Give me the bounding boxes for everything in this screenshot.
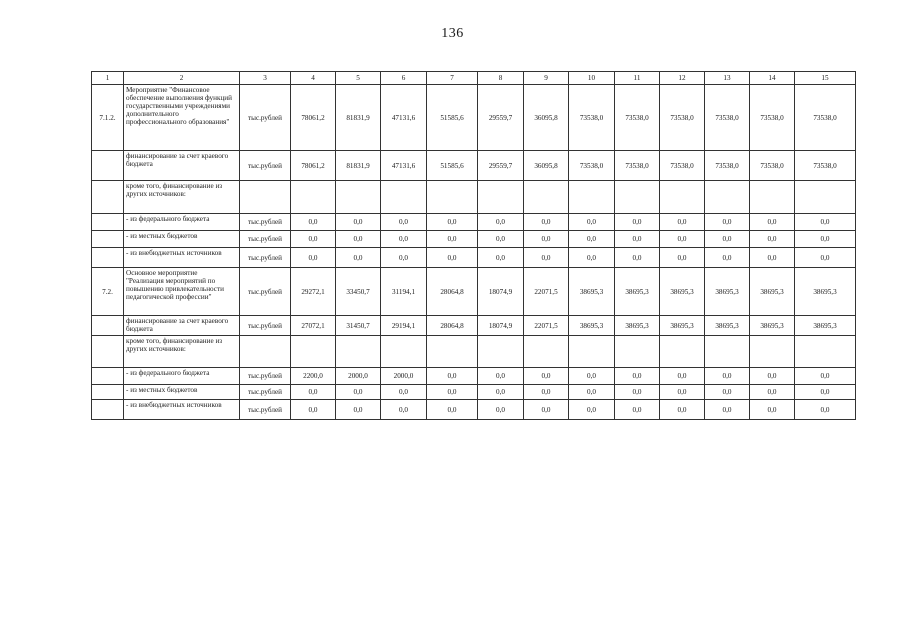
value-cell: 38695,3: [569, 268, 615, 316]
unit-cell: [240, 336, 291, 368]
value-cell: 0,0: [291, 400, 336, 420]
value-cell: 27072,1: [291, 316, 336, 336]
value-cell: 51585,6: [427, 85, 478, 151]
value-cell: 29559,7: [478, 85, 524, 151]
value-cell: 0,0: [291, 231, 336, 248]
value-cell: 0,0: [795, 214, 856, 231]
value-cell: [705, 181, 750, 214]
column-header: 1: [92, 72, 124, 85]
value-cell: 0,0: [660, 385, 705, 400]
value-cell: 0,0: [569, 214, 615, 231]
value-cell: 38695,3: [795, 316, 856, 336]
value-cell: 0,0: [427, 231, 478, 248]
value-cell: 0,0: [615, 231, 660, 248]
value-cell: 0,0: [381, 214, 427, 231]
value-cell: 0,0: [524, 385, 569, 400]
row-name-cell: - из местных бюджетов: [124, 231, 240, 248]
value-cell: 2200,0: [291, 368, 336, 385]
value-cell: 0,0: [569, 368, 615, 385]
value-cell: [427, 181, 478, 214]
value-cell: 73538,0: [750, 151, 795, 181]
value-cell: 29559,7: [478, 151, 524, 181]
value-cell: 0,0: [427, 368, 478, 385]
value-cell: 73538,0: [569, 151, 615, 181]
value-cell: 0,0: [524, 248, 569, 268]
value-cell: 0,0: [615, 214, 660, 231]
value-cell: 0,0: [381, 385, 427, 400]
value-cell: 0,0: [381, 231, 427, 248]
column-header: 14: [750, 72, 795, 85]
row-name-cell: финансирование за счет краевого бюджета: [124, 316, 240, 336]
row-code-cell: [92, 400, 124, 420]
value-cell: 36095,8: [524, 151, 569, 181]
value-cell: 38695,3: [569, 316, 615, 336]
value-cell: [291, 181, 336, 214]
column-header: 11: [615, 72, 660, 85]
row-name-cell: - из местных бюджетов: [124, 385, 240, 400]
row-code-cell: 7.1.2.: [92, 85, 124, 151]
value-cell: 73538,0: [615, 85, 660, 151]
column-header: 9: [524, 72, 569, 85]
unit-cell: тыс.рублей: [240, 400, 291, 420]
value-cell: [795, 336, 856, 368]
page-number: 136: [441, 26, 464, 41]
value-cell: 0,0: [478, 214, 524, 231]
table-row: [92, 400, 856, 420]
value-cell: 0,0: [427, 248, 478, 268]
value-cell: 0,0: [660, 214, 705, 231]
value-cell: 0,0: [336, 400, 381, 420]
value-cell: 0,0: [569, 231, 615, 248]
value-cell: 18074,9: [478, 268, 524, 316]
row-name-cell: - из внебюджетных источников: [124, 400, 240, 420]
value-cell: 47131,6: [381, 151, 427, 181]
value-cell: 78061,2: [291, 151, 336, 181]
value-cell: 0,0: [750, 231, 795, 248]
row-name-cell: - из федерального бюджета: [124, 214, 240, 231]
table-row: [92, 368, 856, 385]
value-cell: 0,0: [381, 248, 427, 268]
value-cell: 0,0: [795, 248, 856, 268]
value-cell: 73538,0: [795, 151, 856, 181]
value-cell: 0,0: [795, 385, 856, 400]
value-cell: 38695,3: [615, 268, 660, 316]
table-row: [92, 85, 856, 151]
value-cell: 0,0: [750, 368, 795, 385]
row-name-cell: кроме того, финансирование из других источников:: [124, 336, 240, 368]
value-cell: [427, 336, 478, 368]
value-cell: 29194,1: [381, 316, 427, 336]
value-cell: 2000,0: [336, 368, 381, 385]
value-cell: [569, 181, 615, 214]
value-cell: [381, 181, 427, 214]
value-cell: [750, 181, 795, 214]
value-cell: 73538,0: [660, 151, 705, 181]
value-cell: [660, 336, 705, 368]
value-cell: 73538,0: [705, 85, 750, 151]
value-cell: 38695,3: [705, 268, 750, 316]
value-cell: 0,0: [427, 385, 478, 400]
row-name-cell: Основное мероприятие "Реализация мероприятий по повышению привлекательности педагогической профессии": [124, 268, 240, 316]
value-cell: 0,0: [427, 400, 478, 420]
value-cell: 38695,3: [750, 316, 795, 336]
value-cell: 22071,5: [524, 268, 569, 316]
value-cell: 0,0: [524, 214, 569, 231]
value-cell: 0,0: [660, 231, 705, 248]
value-cell: 38695,3: [795, 268, 856, 316]
value-cell: 0,0: [660, 368, 705, 385]
value-cell: 0,0: [336, 214, 381, 231]
value-cell: 78061,2: [291, 85, 336, 151]
row-name-cell: Мероприятие "Финансовое обеспечение выполнения функций государственными учреждениями дополнительного профессионального образования": [124, 85, 240, 151]
table-row: [92, 385, 856, 400]
column-header: 12: [660, 72, 705, 85]
value-cell: 0,0: [615, 385, 660, 400]
value-cell: 73538,0: [705, 151, 750, 181]
row-code-cell: [92, 385, 124, 400]
value-cell: 81831,9: [336, 85, 381, 151]
value-cell: 73538,0: [660, 85, 705, 151]
unit-cell: тыс.рублей: [240, 368, 291, 385]
value-cell: 0,0: [750, 385, 795, 400]
value-cell: 0,0: [524, 400, 569, 420]
row-code-cell: [92, 248, 124, 268]
value-cell: 28064,8: [427, 268, 478, 316]
value-cell: 38695,3: [750, 268, 795, 316]
value-cell: 0,0: [478, 248, 524, 268]
value-cell: [524, 336, 569, 368]
value-cell: 0,0: [569, 385, 615, 400]
value-cell: 0,0: [705, 400, 750, 420]
table-row: [92, 316, 856, 336]
value-cell: 29272,1: [291, 268, 336, 316]
unit-cell: тыс.рублей: [240, 214, 291, 231]
value-cell: 22071,5: [524, 316, 569, 336]
column-header: 3: [240, 72, 291, 85]
row-code-cell: [92, 231, 124, 248]
column-header: 10: [569, 72, 615, 85]
value-cell: 0,0: [750, 248, 795, 268]
row-code-cell: [92, 316, 124, 336]
value-cell: [795, 181, 856, 214]
value-cell: 0,0: [705, 214, 750, 231]
value-cell: 33450,7: [336, 268, 381, 316]
value-cell: 0,0: [795, 400, 856, 420]
unit-cell: тыс.рублей: [240, 268, 291, 316]
value-cell: 0,0: [524, 231, 569, 248]
financing-table: [91, 71, 856, 420]
value-cell: 38695,3: [615, 316, 660, 336]
unit-cell: тыс.рублей: [240, 231, 291, 248]
column-header: 6: [381, 72, 427, 85]
table-row: [92, 336, 856, 368]
value-cell: 0,0: [291, 385, 336, 400]
table-row: [92, 268, 856, 316]
table-row: [92, 214, 856, 231]
value-cell: 2000,0: [381, 368, 427, 385]
value-cell: 0,0: [705, 368, 750, 385]
value-cell: 0,0: [705, 385, 750, 400]
value-cell: 0,0: [705, 231, 750, 248]
row-name-cell: - из внебюджетных источников: [124, 248, 240, 268]
value-cell: 73538,0: [750, 85, 795, 151]
value-cell: 38695,3: [660, 316, 705, 336]
value-cell: 0,0: [478, 400, 524, 420]
value-cell: 38695,3: [660, 268, 705, 316]
value-cell: 0,0: [336, 231, 381, 248]
value-cell: 0,0: [569, 400, 615, 420]
column-header: 2: [124, 72, 240, 85]
value-cell: [615, 336, 660, 368]
value-cell: 28064,8: [427, 316, 478, 336]
unit-cell: тыс.рублей: [240, 248, 291, 268]
column-header: 7: [427, 72, 478, 85]
value-cell: 36095,8: [524, 85, 569, 151]
row-code-cell: [92, 336, 124, 368]
row-code-cell: [92, 214, 124, 231]
column-header: 13: [705, 72, 750, 85]
value-cell: 0,0: [795, 368, 856, 385]
table-row: [92, 151, 856, 181]
value-cell: 0,0: [660, 248, 705, 268]
value-cell: [524, 181, 569, 214]
value-cell: [336, 336, 381, 368]
unit-cell: тыс.рублей: [240, 385, 291, 400]
value-cell: 0,0: [569, 248, 615, 268]
value-cell: 81831,9: [336, 151, 381, 181]
unit-cell: тыс.рублей: [240, 85, 291, 151]
row-code-cell: [92, 181, 124, 214]
column-header: 4: [291, 72, 336, 85]
value-cell: [660, 181, 705, 214]
row-name-cell: финансирование за счет краевого бюджета: [124, 151, 240, 181]
row-code-cell: [92, 368, 124, 385]
unit-cell: [240, 181, 291, 214]
value-cell: 0,0: [795, 231, 856, 248]
column-header: 8: [478, 72, 524, 85]
header-row: [92, 72, 856, 85]
value-cell: 0,0: [478, 385, 524, 400]
value-cell: 51585,6: [427, 151, 478, 181]
value-cell: [478, 336, 524, 368]
value-cell: 0,0: [427, 214, 478, 231]
value-cell: 0,0: [478, 231, 524, 248]
value-cell: 0,0: [336, 385, 381, 400]
value-cell: 73538,0: [569, 85, 615, 151]
value-cell: 73538,0: [795, 85, 856, 151]
value-cell: 38695,3: [705, 316, 750, 336]
value-cell: [336, 181, 381, 214]
value-cell: [750, 336, 795, 368]
unit-cell: тыс.рублей: [240, 151, 291, 181]
value-cell: 47131,6: [381, 85, 427, 151]
value-cell: 0,0: [336, 248, 381, 268]
row-code-cell: 7.2.: [92, 268, 124, 316]
value-cell: 0,0: [750, 214, 795, 231]
value-cell: 18074,9: [478, 316, 524, 336]
value-cell: [615, 181, 660, 214]
table-row: [92, 231, 856, 248]
value-cell: 0,0: [660, 400, 705, 420]
value-cell: 0,0: [291, 248, 336, 268]
value-cell: 0,0: [478, 368, 524, 385]
value-cell: 73538,0: [615, 151, 660, 181]
column-header: 5: [336, 72, 381, 85]
value-cell: 0,0: [381, 400, 427, 420]
table-row: [92, 248, 856, 268]
value-cell: 0,0: [615, 400, 660, 420]
value-cell: 0,0: [750, 400, 795, 420]
value-cell: 0,0: [705, 248, 750, 268]
value-cell: [478, 181, 524, 214]
row-name-cell: - из федерального бюджета: [124, 368, 240, 385]
value-cell: 0,0: [524, 368, 569, 385]
value-cell: 31194,1: [381, 268, 427, 316]
value-cell: [705, 336, 750, 368]
value-cell: 0,0: [615, 248, 660, 268]
value-cell: [569, 336, 615, 368]
value-cell: 31450,7: [336, 316, 381, 336]
table-row: [92, 181, 856, 214]
value-cell: [291, 336, 336, 368]
row-code-cell: [92, 151, 124, 181]
unit-cell: тыс.рублей: [240, 316, 291, 336]
column-header: 15: [795, 72, 856, 85]
table-body: [92, 72, 856, 420]
value-cell: 0,0: [615, 368, 660, 385]
value-cell: [381, 336, 427, 368]
row-name-cell: кроме того, финансирование из других источников:: [124, 181, 240, 214]
value-cell: 0,0: [291, 214, 336, 231]
